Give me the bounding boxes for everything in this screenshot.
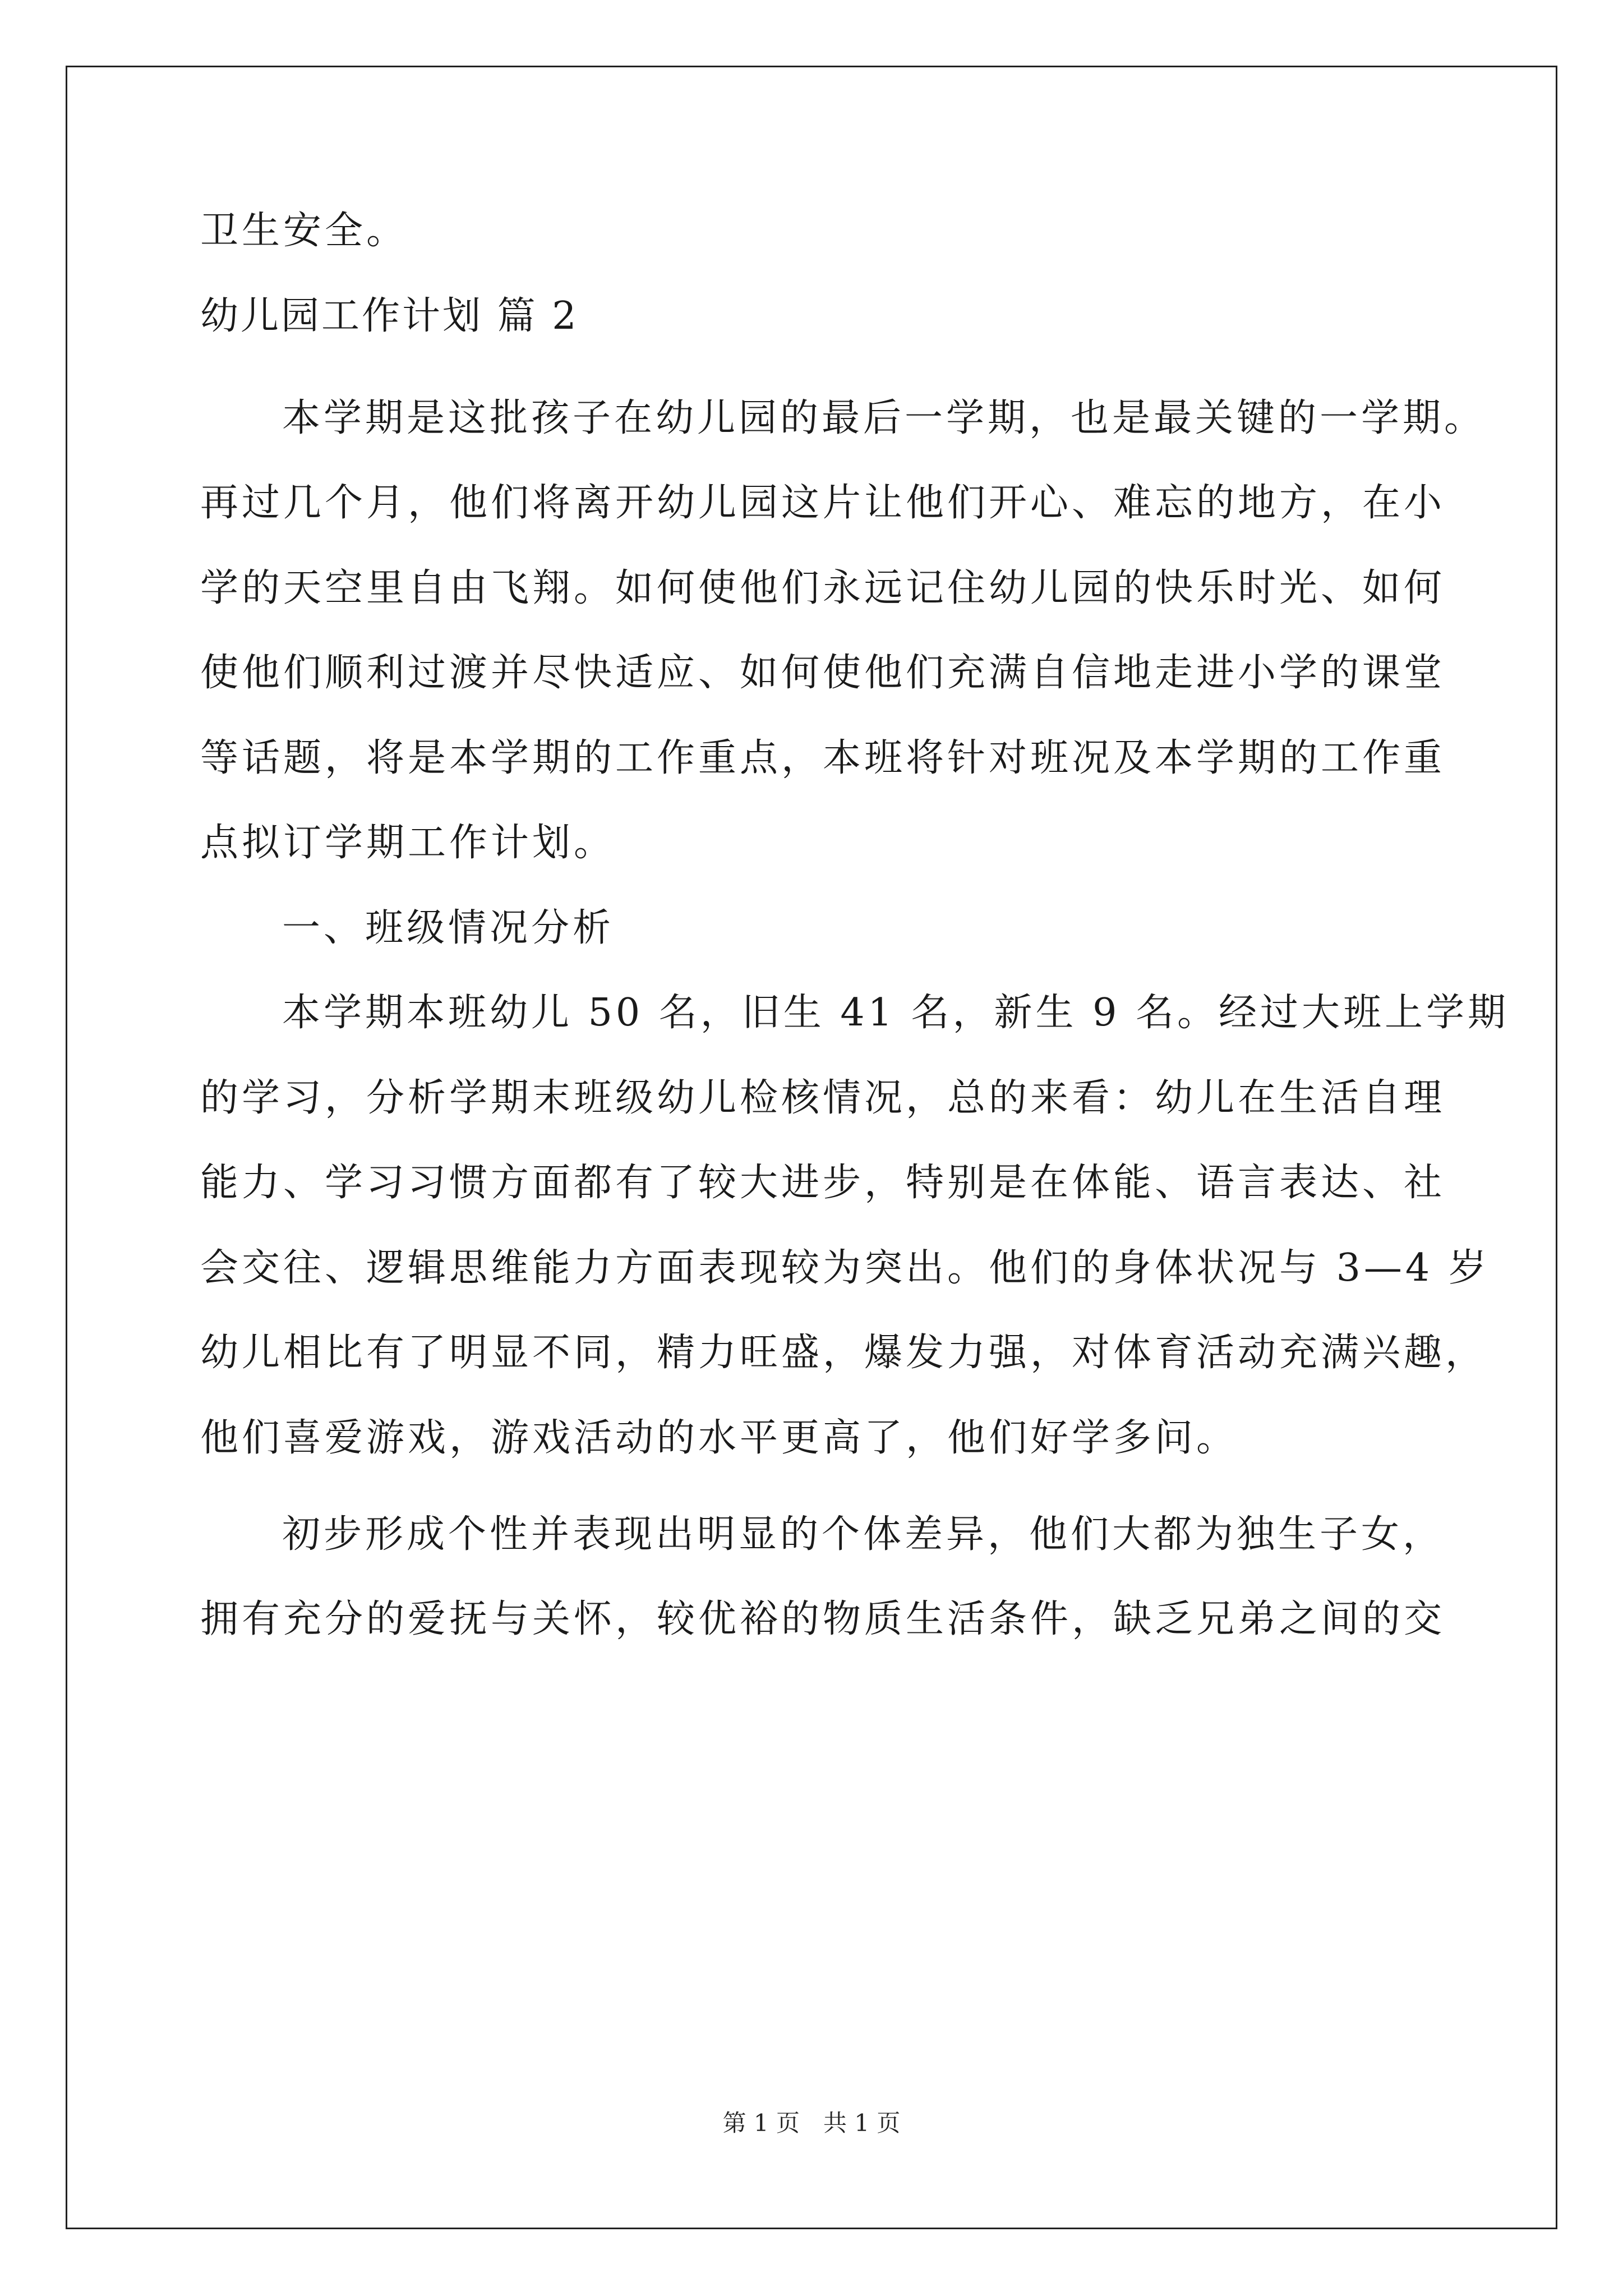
text-line: 他们喜爱游戏，游戏活动的水平更高了，他们好学多问。	[200, 1416, 1238, 1460]
text-line: 的学习，分析学期末班级幼儿检核情况，总的来看：幼儿在生活自理	[200, 1076, 1446, 1120]
text-line: 学的天空里自由飞翔。如何使他们永远记住幼儿园的快乐时光、如何	[200, 566, 1446, 610]
text-line: 再过几个月，他们将离开幼儿园这片让他们开心、难忘的地方，在小	[200, 481, 1446, 525]
text-line: 幼儿相比有了明显不同，精力旺盛，爆发力强，对体育活动充满兴趣，	[200, 1331, 1487, 1375]
text-line: 会交往、逻辑思维能力方面表现较为突出。他们的身体状况与 3—4 岁	[200, 1246, 1490, 1290]
text-line: 本学期本班幼儿 50 名，旧生 41 名，新生 9 名。经过大班上学期	[282, 991, 1510, 1035]
text-line: 卫生安全。	[200, 209, 408, 253]
text-line: 初步形成个性并表现出明显的个体差异，他们大都为独生子女，	[282, 1512, 1445, 1557]
text-line: 本学期是这批孩子在幼儿园的最后一学期，也是最关键的一学期。	[282, 396, 1486, 440]
subsection-heading: 一、班级情况分析	[282, 906, 615, 950]
text-line: 等话题，将是本学期的工作重点，本班将针对班况及本学期的工作重	[200, 736, 1446, 780]
text-line: 点拟订学期工作计划。	[200, 821, 616, 865]
text-line: 使他们顺利过渡并尽快适应、如何使他们充满自信地走进小学的课堂	[200, 651, 1446, 695]
section-heading: 幼儿园工作计划 篇 2	[200, 294, 579, 338]
text-line: 能力、学习习惯方面都有了较大进步，特别是在体能、语言表达、社	[200, 1161, 1446, 1205]
page-footer: 第 1 页 共 1 页	[722, 2109, 901, 2137]
text-line: 拥有充分的爱抚与关怀，较优裕的物质生活条件，缺乏兄弟之间的交	[200, 1597, 1446, 1641]
